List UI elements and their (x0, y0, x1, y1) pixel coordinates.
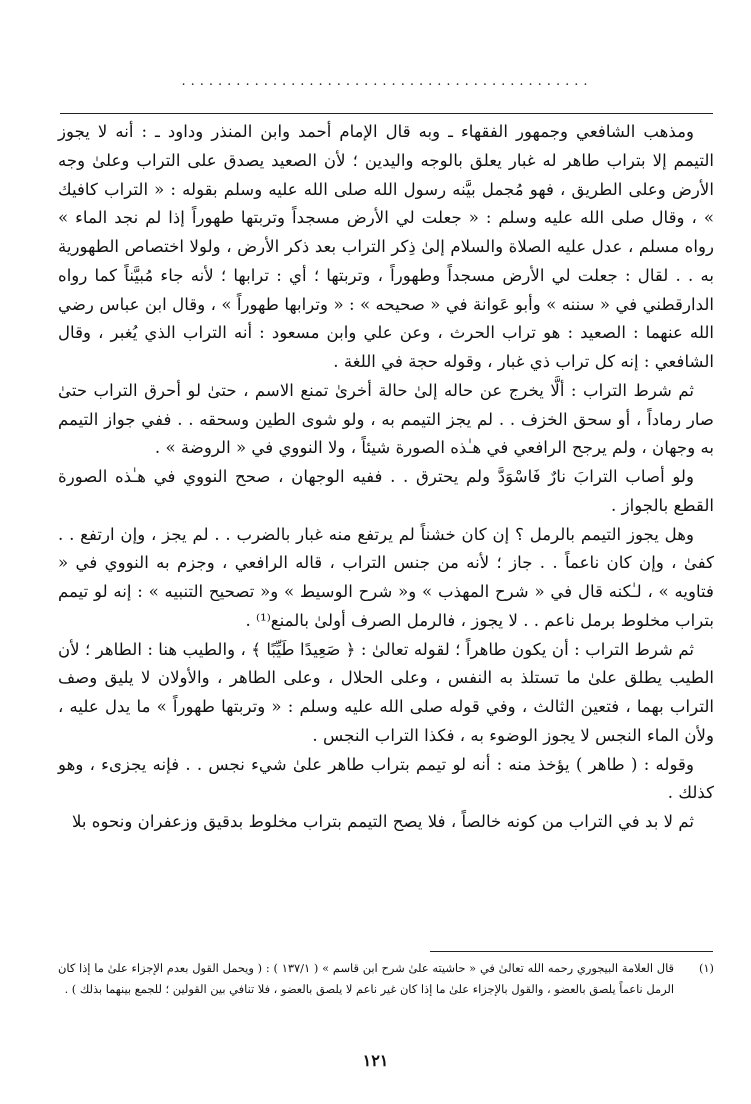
paragraph: ثم لا بد في التراب من كونه خالصاً ، فلا يصح التيمم بتراب مخلوط بدقيق وزعفران ونحوه بلا (71, 812, 694, 831)
paragraph: ثم شرط التراب : أن يكون طاهراً ؛ لقوله تعالىٰ : ﴿ صَعِيدًا طَيِّبًا ﴾ ، والطيب هنا : الطاهر ؛ لأن الطيب يطلق علىٰ ما تستلذ به النفس ، وعلى الحلال ، وعلى الطاهر ، والأولان لا يليق وصف التراب بهما ، فتعين الثالث ، وفي قوله صلى الله عليه وسلم : « وتربتها طهوراً » ما يدل عليه ، ولأن الماء النجس لا يجوز الوضوء به ، فكذا التراب النجس . (58, 639, 714, 745)
footnote-separator (430, 951, 713, 952)
page-number: ١٢١ (362, 1051, 389, 1070)
footnote-text: قال العلامة البيجوري رحمه الله تعالىٰ في « حاشيته علىٰ شرح ابن قاسم » ( ١٣٧/١ ) : ( ويحمل القول بعدم الإجزاء علىٰ ما إذا كان الرمل ناعماً يلصق بالعضو ، والقول بالإجزاء علىٰ ما إذا كان غير ناعم لا يلصق بالعضو ، فلا تنافي بين القولين ؛ للجمع بينهما بذلك ) . (58, 961, 674, 996)
header-dot-leader: ............................................. (181, 74, 593, 89)
paragraph: ثم شرط التراب : ألَّا يخرج عن حاله إلىٰ حالة أخرىٰ تمنع الاسم ، حتىٰ لو أحرق التراب حتىٰ صار رماداً ، أو سحق الخزف . . لم يجز التيمم به ، ولو شوى الطين وسحقه . . ففي جواز التيمم به وجهان ، ولم يرجح الرافعي في هـٰذه الصورة شيئاً ، ولا النووي في « الروضة » . (58, 380, 714, 458)
main-text (58, 118, 714, 837)
paragraph: ومذهب الشافعي وجمهور الفقهاء ـ وبه قال الإمام أحمد وابن المنذر وداود ـ : أنه لا يجوز التيمم إلا بتراب طاهر له غبار يعلق بالوجه واليدين ؛ لأن الصعيد يصدق على التراب وعلىٰ وجه الأرض وعلى الطريق ، فهو مُجمل بيَّنه رسول الله صلى الله عليه وسلم بقوله : « التراب كافيك » ، وقال صلى الله عليه وسلم : « جعلت لي الأرض مسجداً وتربتها طهوراً إذا لم نجد الماء » رواه مسلم ، عدل عليه الصلاة والسلام إلىٰ ذِكر التراب بعد ذكر الأرض ، ولولا اختصاص الطهورية به . . لقال : جعلت لي الأرض مسجداً وطهوراً ، وتربتها ؛ أي : ترابها ؛ لأنه جاء مُبيَّناً كما رواه الدارقطني في « سننه » وأبو عَوانة في « صحيحه » : « وترابها طهوراً » ، وقال ابن عباس رضي الله عنهما : الصعيد : هو تراب الحرث ، وعن علي وابن مسعود : أنه التراب الذي يُغبر ، وقال الشافعي : إنه كل تراب ذي غبار ، وقوله حجة في اللغة . (58, 122, 714, 371)
footnote (58, 958, 714, 1000)
paragraph: وقوله : ( طاهر ) يؤخذ منه : أنه لو تيمم بتراب طاهر علىٰ شيء نجس . . فإنه يجزىء ، وهو كذلك . (58, 754, 714, 803)
paragraph: ولو أصاب الترابَ نارٌ فَاسْوَدَّ ولم يحترق . . ففيه الوجهان ، صحح النووي في هـٰذه الصورة القطع بالجواز . (58, 467, 714, 515)
footnote-number: (١) (698, 961, 714, 975)
paragraph: وهل يجوز التيمم بالرمل ؟ إن كان خشناً لم يرتفع منه غبار بالضرب . . لم يجز ، وإن ارتفع . . كفىٰ ، وإن كان ناعماً . . جاز ؛ لأنه من جنس التراب ، قاله الرافعي ، وجزم به النووي في « فتاويه » ، لـٰكنه قال في « شرح المهذب » و« شرح الوسيط » و« تصحيح التنبيه » : إنه لو تيمم بتراب مخلوط برمل ناعم . . لا يجوز ، فالرمل الصرف أولىٰ بالمنع⁽¹⁾ . (58, 524, 714, 630)
header-rule (60, 113, 713, 114)
